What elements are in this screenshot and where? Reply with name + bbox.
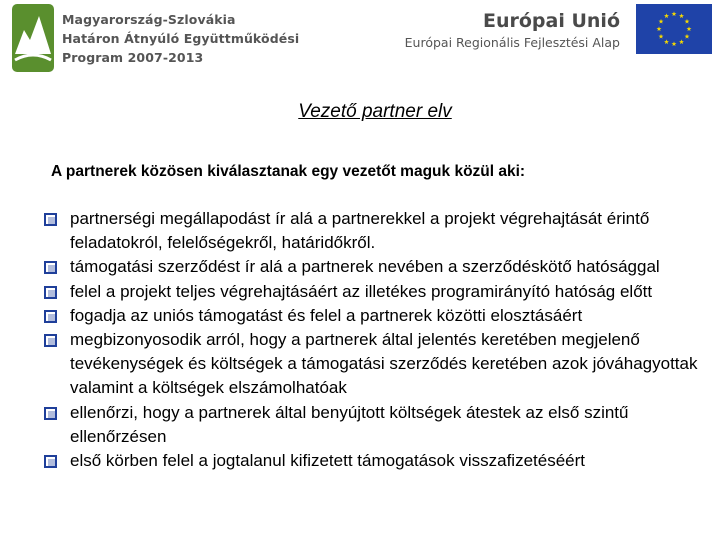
eu-branding [405,8,620,52]
list-item [44,401,714,449]
checkbox-bullet-icon [44,407,57,420]
list-item-text: támogatási szerződést ír alá a partnerek nevében a szerződéskötő hatósággal [70,257,660,277]
list-item-text: megbizonyosodik arról, hogy a partnerek által jelentés keretében megjelenő tevékenységek és költségek a támogatási szerződés keretében azok jóváhagyottak valamint a költségek elszámolhatóak [70,330,698,398]
list-item [44,255,714,279]
list-item [44,304,714,328]
program-name-line: Határon Átnyúló Együttműködési [62,31,300,46]
checkbox-bullet-icon [44,286,57,299]
slide-title [0,101,720,123]
eu-title: Európai Unió [483,10,620,32]
list-item-text: fogadja az uniós támogatást és felel a partnerek közötti elosztásáért [70,305,583,325]
checkbox-bullet-icon [44,213,57,226]
mountain-logo-icon [12,4,54,72]
checkbox-bullet-icon [44,261,57,274]
list-item [44,328,714,401]
eu-flag-icon [636,4,712,54]
list-item [44,449,714,473]
list-item-text: partnerségi megállapodást ír alá a partnerekkel a projekt végrehajtását érintő feladatokról, felelőségekről, határidőkről. [70,209,650,253]
checkbox-bullet-icon [44,334,57,347]
intro-text: A partnerek közösen kiválasztanak egy vezetőt maguk közül aki: [51,163,526,180]
list-item-text: ellenőrzi, hogy a partnerek által benyújtott költségek átestek az első szintű ellenőrzésen [70,402,629,446]
list-item-text: felel a projekt teljes végrehajtásáért az illetékes programirányító hatóság előtt [70,281,653,301]
header [0,0,720,80]
list-item-text: első körben felel a jogtalanul kifizetett támogatások visszafizetéséért [70,451,585,471]
slide-title-text: Vezető partner elv [298,101,452,122]
program-name [62,10,299,67]
checkbox-bullet-icon [44,310,57,323]
bullet-list [44,207,714,473]
list-item [44,280,714,304]
program-name-line: Program 2007-2013 [62,50,204,65]
eu-subtitle: Európai Regionális Fejlesztési Alap [404,35,620,50]
checkbox-bullet-icon [44,455,57,468]
program-name-line: Magyarország-Szlovákia [62,12,236,27]
list-item [44,207,714,255]
